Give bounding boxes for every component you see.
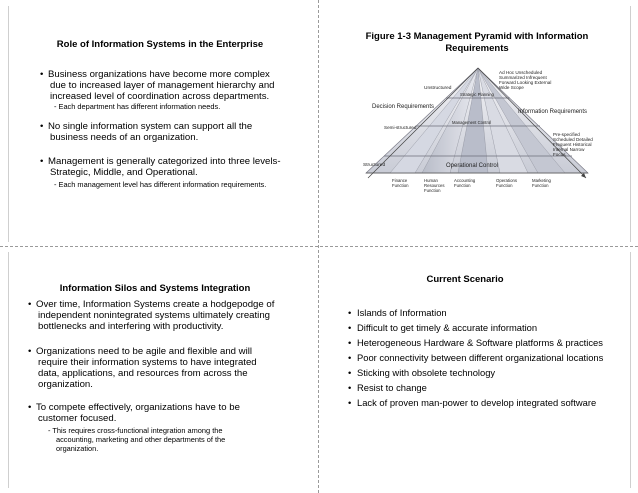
unstructured-label: Unstructured	[424, 86, 452, 91]
list-item: • Difficult to get timely & accurate information	[348, 322, 538, 333]
operational-control-label: Operational Control	[446, 163, 499, 169]
svg-text:Accounting: Accounting	[454, 178, 476, 183]
svg-text:Function: Function	[392, 183, 409, 188]
list-item: • Lack of proven man-power to develop integrated software	[348, 397, 597, 408]
semi-structured-label: Semi-structured	[384, 125, 417, 130]
svg-text:Scheduled Detailed: Scheduled Detailed	[553, 137, 593, 142]
svg-text:Ad Hoc Unscheduled: Ad Hoc Unscheduled	[499, 70, 543, 75]
function-label-accounting	[454, 178, 476, 188]
slide3-title: Information Silos and Systems Integration	[59, 283, 251, 294]
slide1-bullet-3: • Management is generally categorized into three levels- Strategic, Middle, and Operational.	[40, 156, 281, 178]
page-edge-bottom-left	[8, 252, 9, 488]
function-label-operations	[496, 178, 517, 188]
list-item: • Poor connectivity between different organizational locations	[348, 352, 604, 363]
function-label-finance	[392, 178, 409, 188]
slide4-title: Current Scenario	[426, 274, 504, 285]
svg-text:Resources: Resources	[424, 183, 445, 188]
slide3-bullet-2: • Organizations need to be agile and flexible and will require their information systems to have integrated data, applications, and resources from across the organization.	[28, 346, 257, 390]
svg-text:Focus: Focus	[553, 152, 566, 157]
svg-text:Marketing: Marketing	[532, 178, 551, 183]
top-right-label	[499, 70, 551, 90]
svg-text:Pre-specified: Pre-specified	[553, 132, 580, 137]
slide1-sub-2: - Each management level has different information requirements.	[54, 180, 267, 189]
right-mid-label	[553, 132, 593, 157]
page-edge-bottom-right	[630, 252, 631, 488]
page-edge-top-right	[630, 6, 631, 242]
slide2-title: Figure 1-3 Management Pyramid with Information Requirements	[365, 31, 589, 54]
slide3-bullet-3: • To compete effectively, organizations have to be customer focused.	[28, 402, 240, 424]
svg-text:Forward Looking External: Forward Looking External	[499, 80, 552, 85]
structured-label: Structured	[363, 163, 386, 168]
svg-text:Summarized Infrequent: Summarized Infrequent	[499, 75, 547, 80]
decision-requirements-label: Decision Requirements	[372, 104, 435, 110]
function-label-marketing	[532, 178, 551, 188]
svg-text:Function: Function	[532, 183, 549, 188]
svg-text:Human: Human	[424, 178, 438, 183]
management-control-label: Management Control	[452, 120, 492, 125]
svg-text:Operations: Operations	[496, 178, 518, 183]
list-item: • Resist to change	[348, 382, 427, 393]
svg-text:Function: Function	[454, 183, 471, 188]
svg-text:Frequent Historical: Frequent Historical	[553, 142, 592, 147]
current-scenario-list	[348, 305, 603, 410]
page-edge-top-left	[8, 6, 9, 242]
list-item: • Islands of Information	[348, 307, 447, 318]
list-item: • Sticking with obsolete technology	[348, 367, 496, 378]
function-label-hr	[424, 178, 445, 193]
svg-text:Finance: Finance	[392, 178, 408, 183]
svg-text:Function: Function	[424, 188, 441, 193]
information-requirements-label: Information Requirements	[518, 109, 588, 115]
svg-text:Function: Function	[496, 183, 513, 188]
svg-text:Wide Scope: Wide Scope	[499, 85, 524, 90]
slide3-bullet-1: • Over time, Information Systems create a hodgepodge of independent nonintegrated systems ultimately creating bottlenecks and interfering with productivity.	[28, 299, 275, 332]
svg-text:Internal Narrow: Internal Narrow	[553, 147, 585, 152]
management-pyramid-figure	[360, 60, 596, 205]
slide3-sub: - This requires cross-functional integration among the accounting, marketing and other departments of the organization.	[48, 426, 226, 453]
strategic-planning-label: Strategic Planning	[460, 92, 494, 97]
horizontal-divider	[0, 246, 638, 247]
list-item: • Heterogeneous Hardware & Software platforms & practices	[348, 337, 603, 348]
slide1-title: Role of Information Systems in the Enterprise	[56, 39, 264, 50]
slide1-bullet-2: • No single information system can support all the business needs of an organization.	[40, 121, 253, 143]
slide1-sub-1: - Each department has different information needs.	[54, 102, 221, 111]
slide1-bullet-1: • Business organizations have become more complex due to increased layer of management hierarchy and increased level of coordination across departments.	[40, 69, 275, 102]
